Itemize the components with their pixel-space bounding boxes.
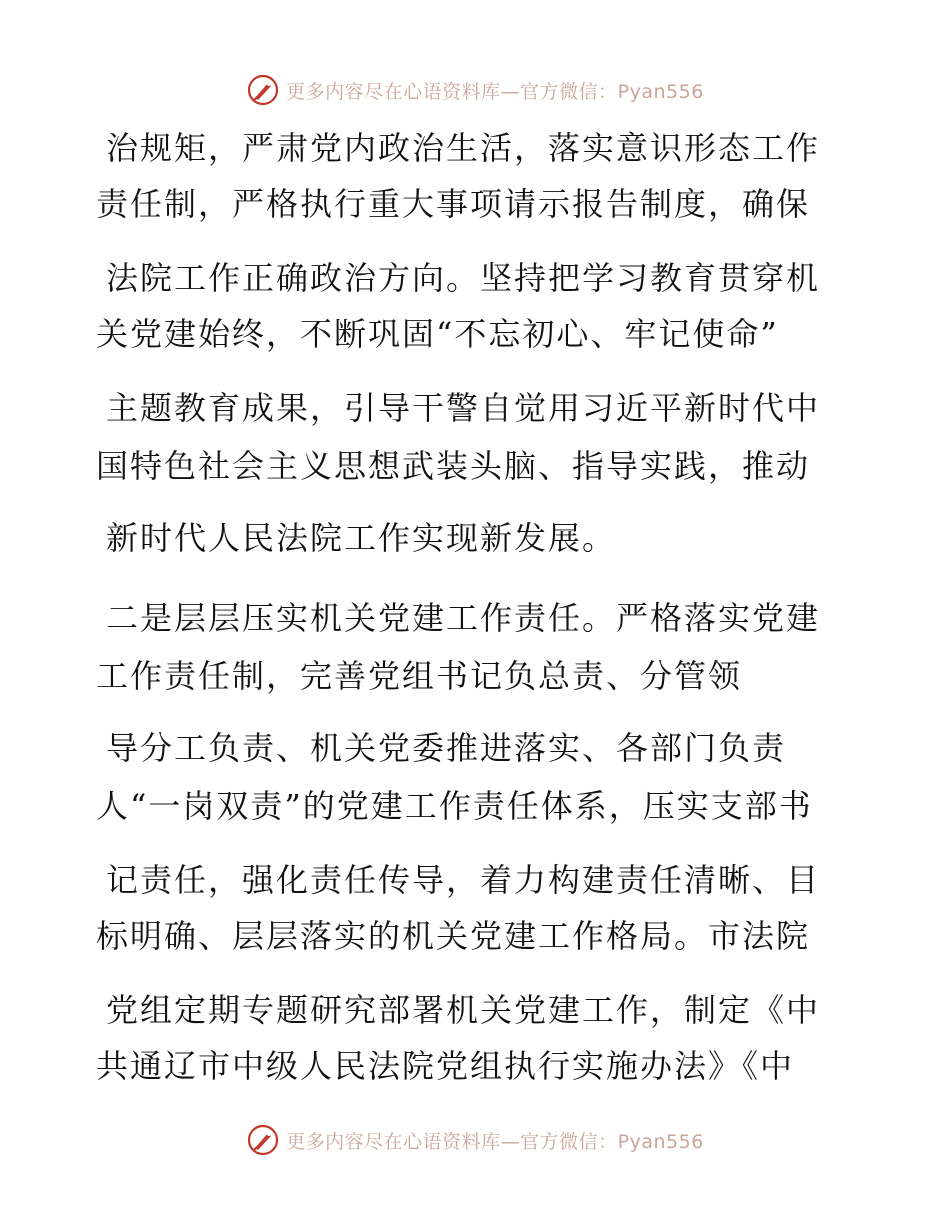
header-watermark xyxy=(0,70,950,110)
text-line: 共通辽市中级人民法院党组执行实施办法》《中 xyxy=(96,1047,795,1085)
text-line: 治规矩，严肃党内政治生活，落实意识形态工作 xyxy=(106,129,821,167)
text-line: 法院工作正确政治方向。坚持把学习教育贯穿机 xyxy=(106,259,821,297)
watermark-text: 更多内容尽在心语资料库—官方微信：Pyan556 xyxy=(286,80,704,103)
text-line: 国特色社会主义思想武装头脑、指导实践，推动 xyxy=(96,447,811,485)
watermark-text: 更多内容尽在心语资料库—官方微信：Pyan556 xyxy=(286,1130,704,1153)
text-line: 责任制，严格执行重大事项请示报告制度，确保 xyxy=(96,185,811,223)
text-line: 工作责任制，完善党组书记负总责、分管领 xyxy=(96,657,743,695)
text-line: 人“一岗双责”的党建工作责任体系，压实支部书 xyxy=(96,787,813,825)
text-line: 主题教育成果，引导干警自觉用习近平新时代中 xyxy=(106,389,821,427)
pen-logo-icon xyxy=(246,73,280,107)
text-line: 二是层层压实机关党建工作责任。严格落实党建 xyxy=(106,599,821,637)
text-line: 关党建始终，不断巩固“不忘初心、牢记使命” xyxy=(96,315,779,353)
text-line: 标明确、层层落实的机关党建工作格局。市法院 xyxy=(96,917,811,955)
text-line: 新时代人民法院工作实现新发展。 xyxy=(106,519,617,557)
text-line: 党组定期专题研究部署机关党建工作，制定《中 xyxy=(106,991,821,1029)
text-line: 记责任，强化责任传导，着力构建责任清晰、目 xyxy=(106,861,821,899)
pen-logo-icon xyxy=(246,1123,280,1157)
footer-watermark xyxy=(0,1120,950,1160)
text-line: 导分工负责、机关党委推进落实、各部门负责 xyxy=(106,729,787,767)
